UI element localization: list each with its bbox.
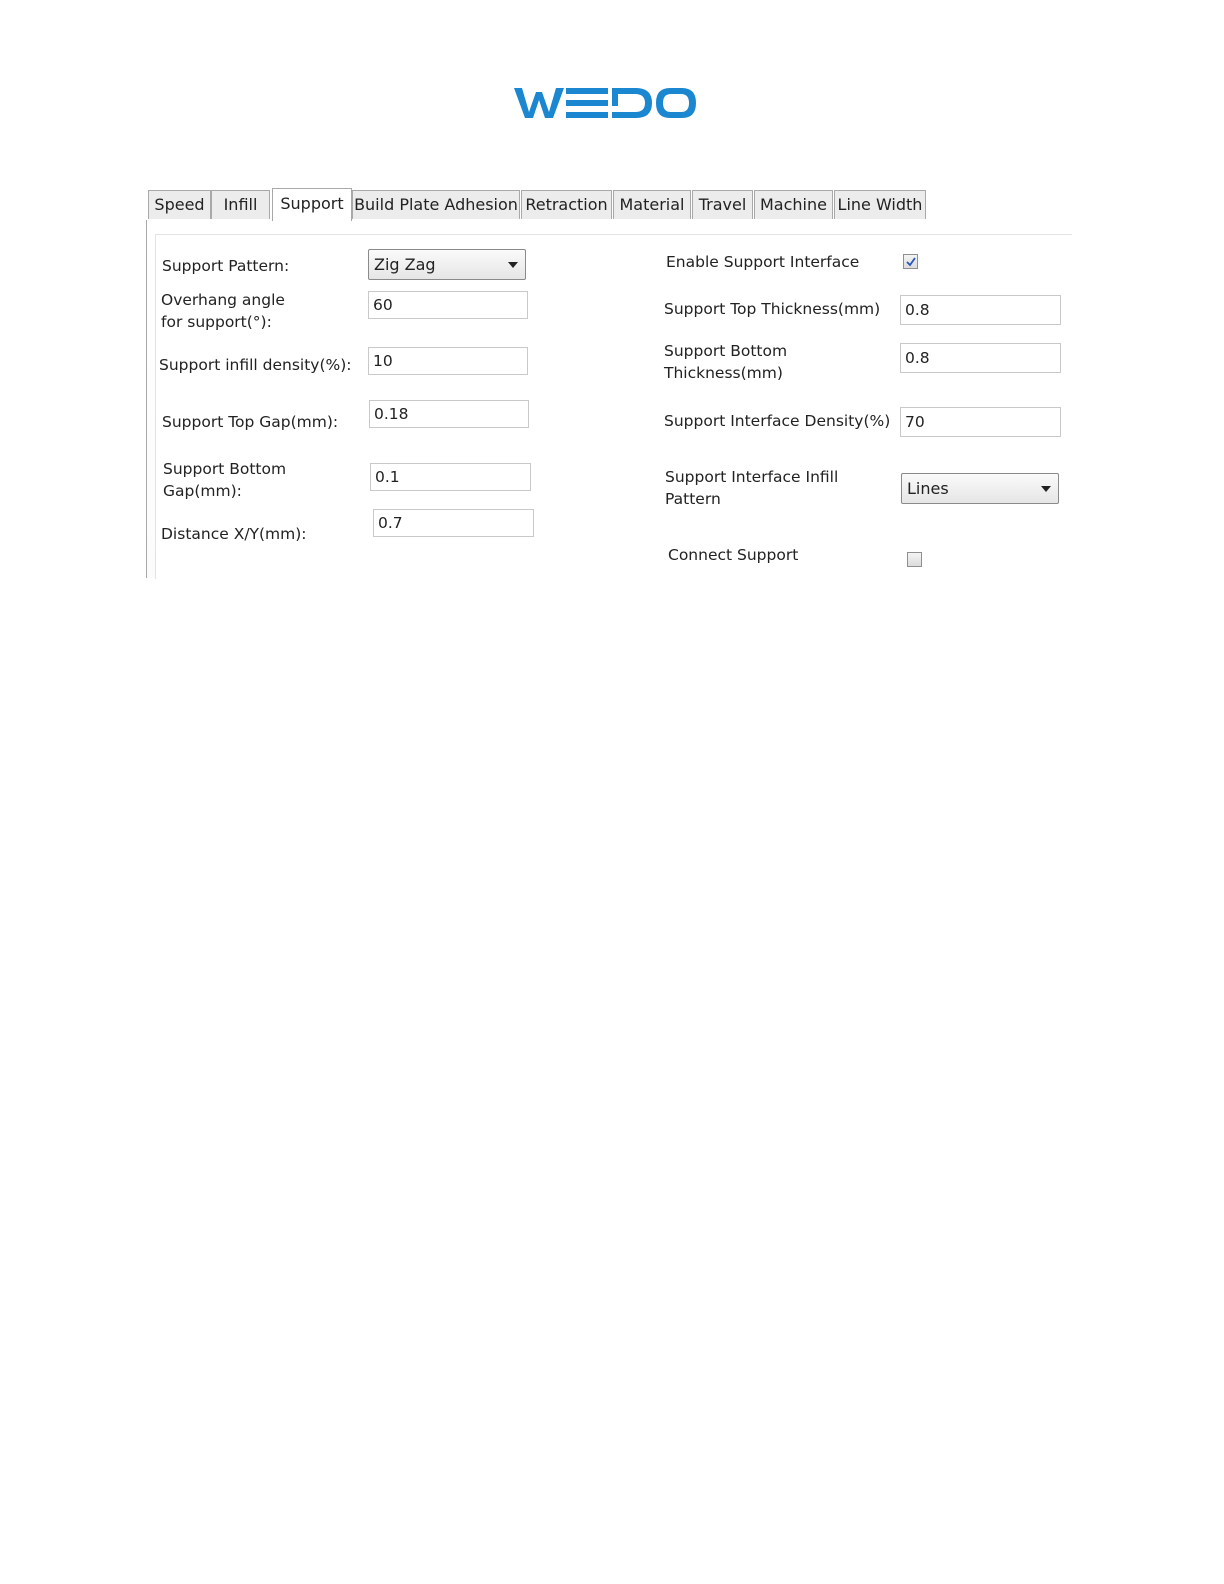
tab-infill[interactable]: Infill xyxy=(211,190,270,219)
distance-xy-input[interactable]: 0.7 xyxy=(373,509,534,537)
support-infill-density-input[interactable]: 10 xyxy=(368,347,528,375)
support-bottom-gap-input[interactable]: 0.1 xyxy=(370,463,531,491)
tab-bar xyxy=(146,188,1070,221)
support-interface-infill-pattern-label xyxy=(665,466,838,510)
distance-xy-label: Distance X/Y(mm): xyxy=(161,525,307,543)
support-bottom-thickness-label-line2: Thickness(mm) xyxy=(664,364,783,382)
support-interface-density-label: Support Interface Density(%) xyxy=(664,412,891,430)
support-interface-pattern-value: Lines xyxy=(907,479,949,498)
tab-build-plate-adhesion[interactable]: Build Plate Adhesion xyxy=(352,190,520,219)
support-bottom-gap-label-line2: Gap(mm): xyxy=(163,482,242,500)
support-bottom-gap-label xyxy=(163,458,286,502)
weedo-logo xyxy=(512,84,700,124)
tab-line-width[interactable]: Line Width xyxy=(834,190,926,219)
tab-support[interactable]: Support xyxy=(272,188,352,221)
support-bottom-gap-label-line1: Support Bottom xyxy=(163,460,287,478)
checkmark-icon xyxy=(905,256,917,268)
overhang-angle-label-line1: Overhang angle xyxy=(161,291,285,309)
support-top-gap-label: Support Top Gap(mm): xyxy=(162,413,339,431)
support-interface-infill-pattern-label-line2: Pattern xyxy=(665,490,721,508)
support-top-thickness-label: Support Top Thickness(mm) xyxy=(664,300,881,318)
support-pattern-select[interactable] xyxy=(368,249,526,280)
tab-travel[interactable]: Travel xyxy=(692,190,753,219)
support-bottom-thickness-label-line1: Support Bottom xyxy=(664,342,788,360)
enable-support-interface-label: Enable Support Interface xyxy=(666,253,860,271)
support-pattern-value: Zig Zag xyxy=(374,255,436,274)
tab-machine[interactable]: Machine xyxy=(754,190,833,219)
tab-retraction[interactable]: Retraction xyxy=(521,190,612,219)
support-pattern-label: Support Pattern: xyxy=(162,257,290,275)
support-bottom-thickness-label xyxy=(664,340,787,384)
support-top-gap-input[interactable]: 0.18 xyxy=(369,400,529,428)
tab-speed[interactable]: Speed xyxy=(148,190,211,219)
chevron-down-icon xyxy=(508,262,518,268)
connect-support-label: Connect Support xyxy=(668,546,799,564)
chevron-down-icon xyxy=(1041,486,1051,492)
overhang-angle-label xyxy=(161,289,285,333)
overhang-angle-label-line2: for support(°): xyxy=(161,313,272,331)
enable-support-interface-checkbox[interactable] xyxy=(903,254,918,269)
support-interface-infill-pattern-label-line1: Support Interface Infill xyxy=(665,468,839,486)
overhang-angle-input[interactable]: 60 xyxy=(368,291,528,319)
support-interface-density-input[interactable]: 70 xyxy=(900,407,1061,437)
weedo-logo-graphic xyxy=(512,84,700,124)
support-interface-pattern-select[interactable] xyxy=(901,473,1059,504)
support-infill-density-label: Support infill density(%): xyxy=(159,356,352,374)
tab-material[interactable]: Material xyxy=(613,190,691,219)
support-top-thickness-input[interactable]: 0.8 xyxy=(900,295,1061,325)
support-settings-dialog xyxy=(146,188,1070,578)
connect-support-checkbox[interactable] xyxy=(907,552,922,567)
support-bottom-thickness-input[interactable]: 0.8 xyxy=(900,343,1061,373)
